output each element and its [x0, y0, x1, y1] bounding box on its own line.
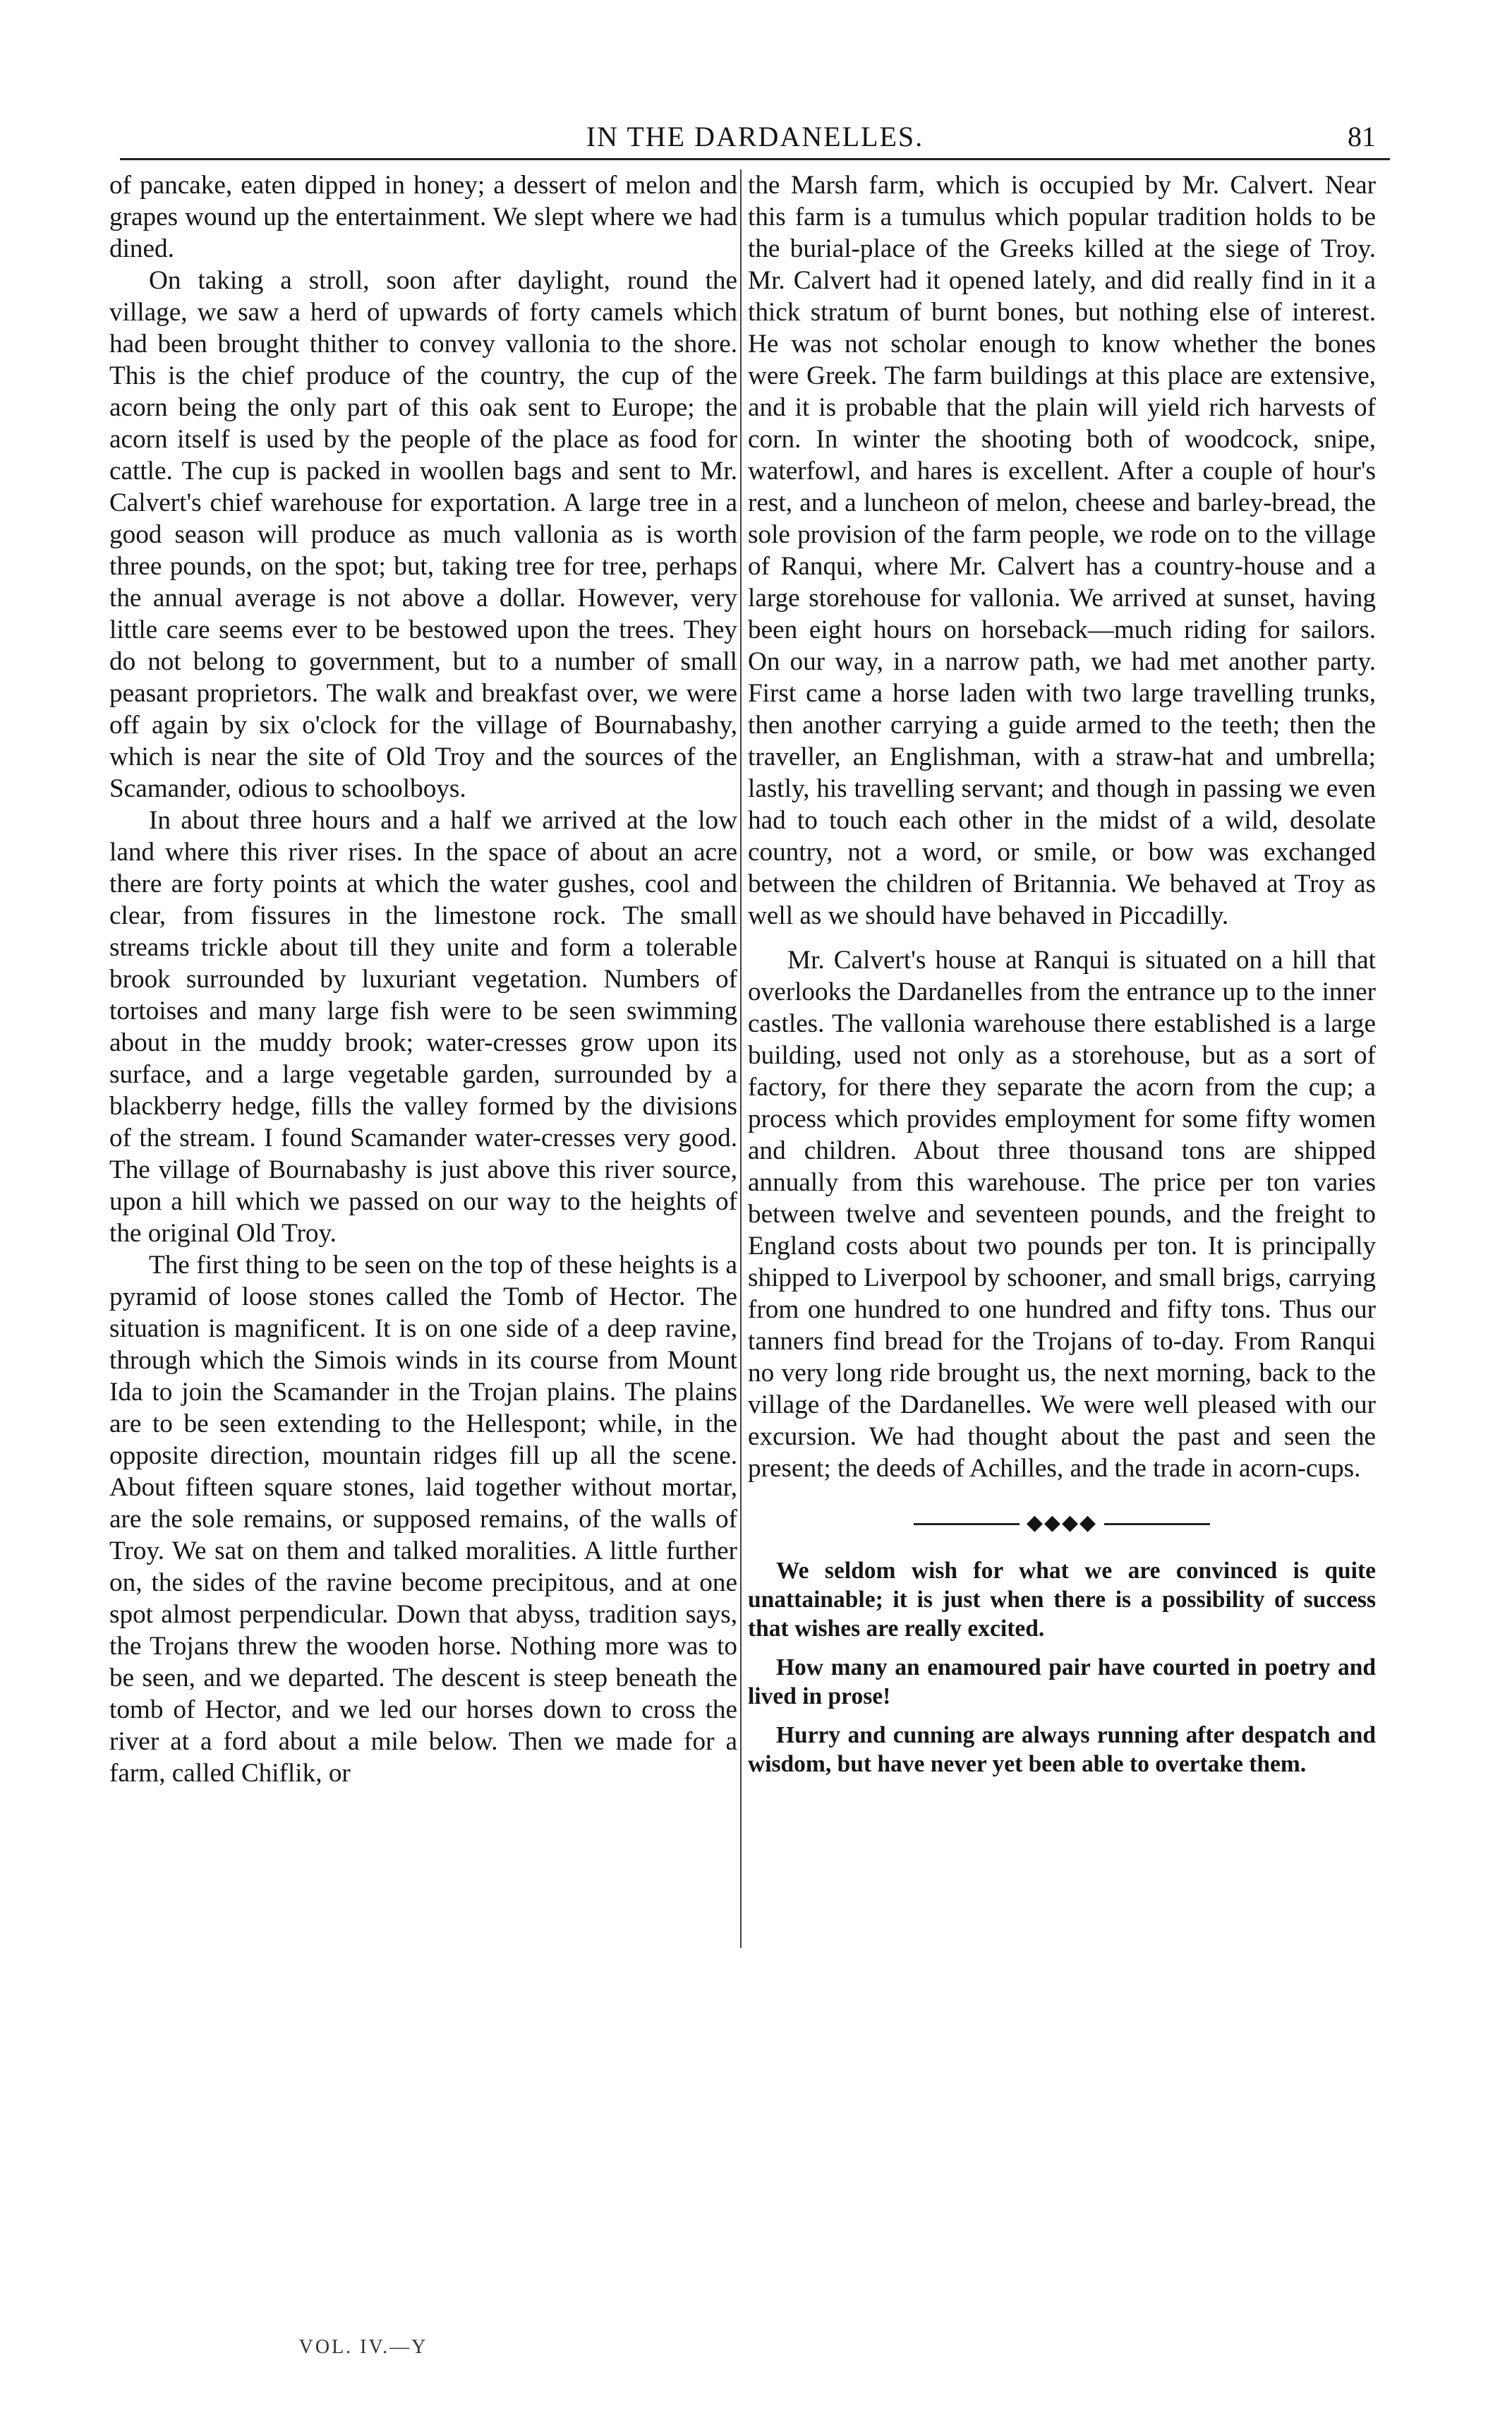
running-head: [120, 121, 1390, 160]
paragraph: of pancake, eaten dipped in honey; a dessert of melon and grapes wound up the entertainment. We slept where we had dined.: [109, 171, 737, 263]
paragraph: On taking a stroll, soon after daylight, round the village, we saw a herd of upwards of forty camels which had been brought thither to convey vallonia to the shore. This is the chief produce of the country, the cup of the acorn being the only part of this oak sent to Europe; the acorn itself is used by the people of the place as food for cattle. The cup is packed in woollen bags and sent to Mr. Calvert's chief warehouse for exportation. A large tree in a good season will produce as much vallonia as is worth three pounds, on the spot; but, taking tree for tree, perhaps the annual average is not above a dollar. However, very little care seems ever to be bestowed upon the trees. They do not belong to government, but to a number of small peasant proprietors. The walk and breakfast over, we were off again by six o'clock for the village of Bournabashy, which is near the site of Old Troy and the sources of the Scamander, odious to schoolboys.: [109, 266, 737, 803]
ornament-diamonds-icon: ◆◆◆◆: [1026, 1510, 1098, 1535]
left-column: [109, 169, 737, 1789]
section-ornament: [914, 1510, 1210, 1535]
paragraph: The first thing to be seen on the top of these heights is a pyramid of loose stones called the Tomb of Hector. The situation is magnificent. It is on one side of a deep ravine, through which the Simois winds in its course from Mount Ida to join the Scamander in the Trojan plains. The plains are to be seen extending to the Hellespont; while, in the opposite direction, mountain ridges fill up all the scene. About fifteen square stones, laid together without mortar, are the sole remains, or supposed remains, of the walls of Troy. We sat on them and talked moralities. A little further on, the sides of the ravine become precipitous, and at one spot almost perpendicular. Down that abyss, tradition says, the Trojans threw the wooden horse. Nothing more was to be seen, and we departed. The descent is steep beneath the tomb of Hector, and we led our horses down to cross the river at a ford about a mile below. Then we made for a farm, called Chiflik, or: [109, 1251, 737, 1788]
page-number: 81: [1348, 121, 1376, 152]
article-body: [109, 169, 1401, 2315]
paragraph: the Marsh farm, which is occupied by Mr. Calvert. Near this farm is a tumulus which popular tradition holds to be the burial-place of the Greeks killed at the siege of Troy. Mr. Calvert had it opened lately, and did really find in it a thick stratum of burnt bones, but nothing else of interest. He was not scholar enough to know whether the bones were Greek. The farm buildings at this place are extensive, and it is probable that the plain will yield rich harvests of corn. In winter the shooting both of woodcock, snipe, waterfowl, and hares is excellent. After a couple of hour's rest, and a luncheon of melon, cheese and barley-bread, the sole provision of the farm people, we rode on to the village of Ranqui, where Mr. Calvert has a country-house and a large storehouse for vallonia. We arrived at sunset, having been eight hours on horseback—much riding for sailors. On our way, in a narrow path, we had met another party. First came a horse laden with two large travelling trunks, then another carrying a guide armed to the teeth; then the traveller, an Englishman, with a straw-hat and umbrella; lastly, his travelling servant; and though in passing we even had to touch each other in the midst of a wild, desolate country, not a word, or smile, or bow was exchanged between the children of Britannia. We behaved at Troy as well as we should have behaved in Piccadilly.: [748, 171, 1376, 930]
signature-mark: VOL. IV.—Y: [298, 2336, 428, 2358]
paragraph: Mr. Calvert's house at Ranqui is situated on a hill that overlooks the Dardanelles from the entrance up to the inner castles. The vallonia warehouse there established is a large building, used not only as a storehouse, but as a sort of factory, for there they separate the acorn from the cup; a process which provides employment for some fifty women and children. About three thousand tons are shipped annually from this warehouse. The price per ton varies between twelve and seventeen pounds, and the freight to England costs about two pounds per ton. It is principally shipped to Liverpool by schooner, and small brigs, carrying from one hundred to one hundred and fifty tons. Thus our tanners find bread for the Trojans of to-day. From Ranqui no very long ride brought us, the next morning, back to the village of the Dardanelles. We were well pleased with our excursion. We had thought about the past and seen the present; the deeds of Achilles, and the trade in acorn-cups.: [748, 946, 1376, 1483]
paragraph: In about three hours and a half we arrived at the low land where this river rises. In the space of about an acre there are forty points at which the water gushes, cool and clear, from fissures in the limestone rock. The small streams trickle about till they unite and form a tolerable brook surrounded by luxuriant vegetation. Numbers of tortoises and many large fish were to be seen swimming about in the muddy brook; water-cresses grow upon its surface, and a large vegetable garden, surrounded by a blackberry hedge, fills the valley formed by the divisions of the stream. I found Scamander water-cresses very good. The village of Bournabashy is just above this river source, upon a hill which we passed on our way to the heights of the original Old Troy.: [109, 806, 737, 1248]
right-column: [748, 169, 1376, 1788]
ornament-rule-right: [1104, 1523, 1210, 1525]
maxim: Hurry and cunning are always running after despatch and wisdom, but have never yet been able to overtake them.: [748, 1722, 1376, 1777]
ornament-rule-left: [914, 1523, 1020, 1525]
running-title: IN THE DARDANELLES.: [586, 121, 924, 152]
maxim: We seldom wish for what we are convinced is quite unattainable; it is just when there is a possibility of success that wishes are really excited.: [748, 1558, 1376, 1642]
maxim: How many an enamoured pair have courted in poetry and lived in prose!: [748, 1654, 1376, 1709]
column-divider: [740, 169, 742, 1948]
